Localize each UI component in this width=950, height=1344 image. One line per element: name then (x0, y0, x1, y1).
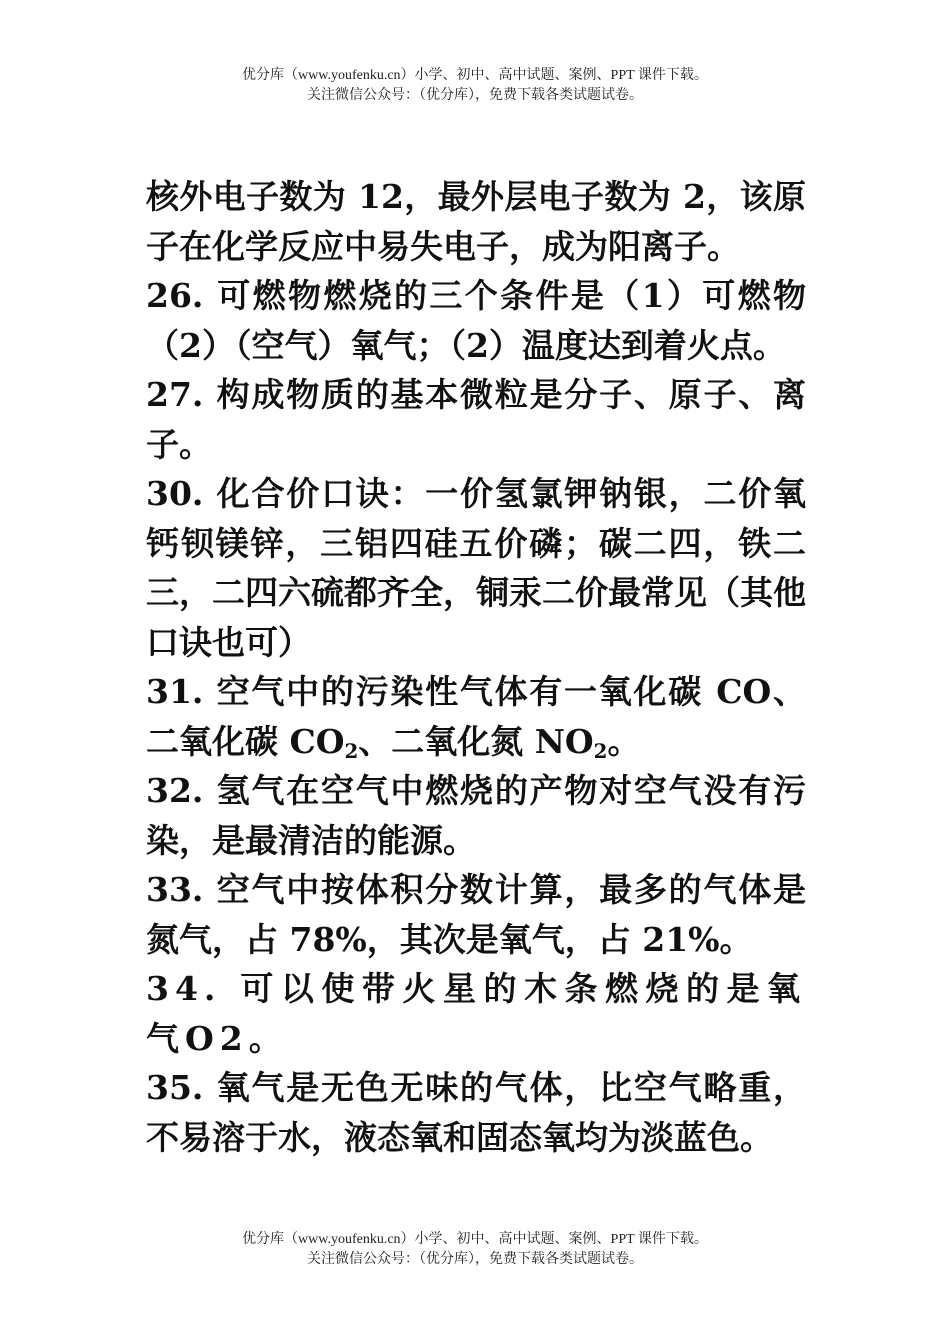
co2-subscript: 2 (344, 739, 359, 764)
paragraph-intro: 核外电子数为 12，最外层电子数为 2，该原子在化学反应中易失电子，成为阳离子。 (146, 177, 806, 266)
page-footer (0, 1230, 950, 1270)
paragraph-31-text-3: 。 (607, 721, 641, 761)
paragraph-30: 30. 化合价口诀：一价氢氯钾钠银，二价氧钙钡镁锌，三铝四硅五价磷；碳二四，铁二三，二四六硫都齐全，铜汞二价最常见（其他口诀也可） (146, 474, 806, 662)
document-body (146, 172, 806, 1162)
paragraph-31 (146, 667, 806, 766)
paragraph-32: 32. 氢气在空气中燃烧的产物对空气没有污染，是最清洁的能源。 (146, 771, 806, 860)
paragraph-31-text-1: 31. 空气中的污染性气体有一氧化碳 CO、二氧化碳 CO (146, 672, 806, 761)
page-header (0, 66, 950, 106)
footer-line-2: 关注微信公众号：（优分库），免费下载各类试题试卷。 (307, 1252, 643, 1267)
footer-line-1: 优分库（www.youfenku.cn）小学、初中、高中试题、案例、PPT 课件下载。 (242, 1232, 708, 1247)
paragraph-31-text-2: 、二氧化氮 NO (358, 721, 594, 761)
no2-subscript: 2 (593, 739, 608, 764)
paragraph-26: 26. 可燃物燃烧的三个条件是（1）可燃物（2）（空气）氧气；（2）温度达到着火点。 (146, 276, 806, 365)
header-line-2: 关注微信公众号：（优分库），免费下载各类试题试卷。 (307, 88, 643, 103)
paragraph-34: 34. 可以使带火星的木条燃烧的是氧气O2。 (146, 969, 806, 1058)
paragraph-27: 27. 构成物质的基本微粒是分子、原子、离子。 (146, 375, 806, 464)
paragraph-35: 35. 氧气是无色无味的气体，比空气略重，不易溶于水，液态氧和固态氧均为淡蓝色。 (146, 1068, 806, 1157)
header-line-1: 优分库（www.youfenku.cn）小学、初中、高中试题、案例、PPT 课件下载。 (242, 68, 708, 83)
paragraph-33: 33. 空气中按体积分数计算，最多的气体是氮气，占 78%，其次是氧气，占 21%。 (146, 870, 806, 959)
